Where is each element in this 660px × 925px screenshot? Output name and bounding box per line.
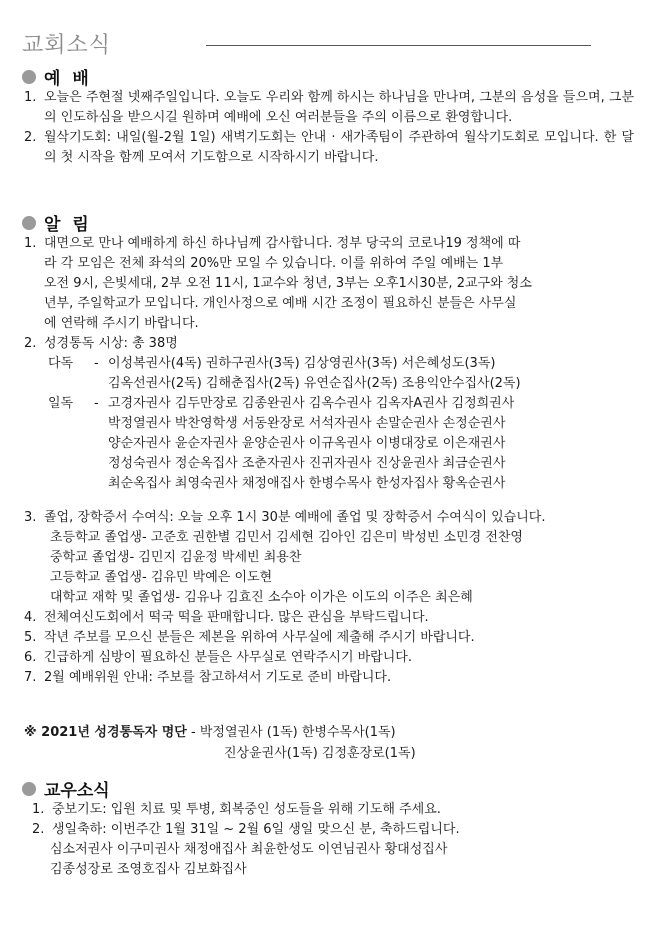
item-number: 1. — [32, 802, 45, 817]
notices-section-title: 알 림 — [44, 215, 92, 235]
item-number: 3. — [24, 510, 37, 525]
name-line: 이성복권사(4독) 권하구권사(3독) 김상영권사(3독) 서은혜성도(3독) — [108, 356, 496, 371]
name-line: 고경자권사 김두만장로 김종완권사 김옥수권사 김옥자A권사 김정희권사 — [108, 396, 515, 411]
item-text: 긴급하게 심방이 필요하신 분들은 사무실로 연락주시기 바랍니다. — [44, 650, 412, 665]
item-number: 2. — [24, 130, 37, 145]
graduates-line: 초등학교 졸업생- 고준호 권한별 김민서 김세현 김아인 김은미 박성빈 소민경 전찬영 — [50, 530, 523, 545]
name-line: 김옥선권사(2독) 김해춘집사(2독) 유연순집사(2독) 조용익안수집사(2독) — [108, 376, 521, 391]
list-item — [24, 234, 634, 334]
worship-section-header — [22, 64, 92, 89]
header-divider — [206, 45, 591, 46]
graduates-line: 고등학교 졸업생- 김유민 박예은 이도현 — [50, 570, 273, 585]
graduates-line: 중학교 졸업생- 김민지 김윤정 박세빈 최용찬 — [50, 550, 302, 565]
item-number: 1. — [24, 236, 37, 251]
list-item — [24, 128, 634, 168]
item-number: 6. — [24, 650, 37, 665]
item-number: 5. — [24, 630, 37, 645]
list-item — [24, 648, 634, 668]
list-item — [24, 628, 634, 648]
honor-names: - 박정열권사 (1독) 한병수목사(1독) — [186, 725, 396, 740]
honor-names: 진상윤권사(1독) 김정훈장로(1독) — [224, 746, 416, 761]
section-bullet-icon — [22, 70, 36, 84]
notices-list — [24, 234, 634, 688]
section-bullet-icon — [22, 782, 36, 796]
item-number: 1. — [24, 90, 37, 105]
item-number: 7. — [24, 670, 37, 685]
item-text-line: 년부, 주일학교가 모입니다. 개인사정으로 예배 시간 조정이 필요하신 분들은 사무실 — [44, 296, 517, 311]
item-number: 4. — [24, 610, 37, 625]
item-text-line: 대면으로 만나 예배하게 하신 하나님께 감사합니다. 정부 당국의 코로나19 정책에 따 — [44, 236, 521, 251]
multi-read-row — [44, 354, 634, 394]
one-read-row — [44, 394, 634, 494]
item-text: 졸업, 장학증서 수여식: 오늘 오후 1시 30분 예배에 졸업 및 장학증서 수여식이 있습니다. — [44, 510, 546, 525]
multi-read-label: 다독 — [48, 356, 74, 371]
honor-label: ※ 2021년 성경통독자 명단 — [24, 725, 187, 740]
parish-section-title: 교우소식 — [44, 781, 110, 801]
list-item — [32, 800, 642, 820]
item-text-line: 에 연락해 주시기 바랍니다. — [44, 316, 199, 331]
graduates-line: 대학교 재학 및 졸업생- 김유나 김효진 소수아 이가은 이도의 이주은 최은혜 — [50, 590, 473, 605]
notices-section-header — [22, 210, 92, 235]
item-text: 2월 예배위원 안내: 주보를 참고하셔서 기도로 준비 바랍니다. — [44, 670, 392, 685]
list-item — [24, 508, 634, 528]
section-bullet-icon — [22, 216, 36, 230]
list-item — [24, 608, 634, 628]
item-text-line: 라 각 모임은 전체 좌석의 20%만 모일 수 있습니다. 이를 위하여 주일 예배는 1부 — [44, 256, 504, 271]
parish-list — [32, 800, 642, 880]
item-number: 2. — [24, 336, 37, 351]
item-text-line: 오전 9시, 은빛세대, 2부 오전 11시, 1교수와 청년, 3부는 오후1시30분, 2교구와 청소 — [44, 276, 532, 291]
bible-reading-honor — [24, 722, 416, 764]
worship-section-title: 예 배 — [44, 69, 92, 89]
item-text: 성경통독 시상: 총 38명 — [44, 336, 178, 351]
name-line: 박정열권사 박찬영학생 서동완장로 서석자권사 손말순권사 손정순권사 — [108, 416, 506, 431]
item-text: 월삭기도회: 내일(월-2월 1일) 새벽기도회는 안내 · 새가족팀이 주관하여 월삭기도회로 모입니다. 한 달의 첫 시작을 함께 모여서 기도함으로 시작하시기 바랍니다. — [44, 130, 634, 165]
list-item — [24, 88, 634, 128]
name-line: 정성숙권사 정순옥집사 조춘자권사 진귀자권사 진상윤권사 최금순권사 — [108, 456, 506, 471]
item-text: 중보기도: 입원 치료 및 투병, 회복중인 성도들을 위해 기도해 주세요. — [52, 802, 441, 817]
item-number: 2. — [32, 822, 45, 837]
birthday-names-line: 심소저권사 이구미권사 채정애집사 최윤한성도 이연님권사 황대성집사 — [50, 842, 448, 857]
page-title: 교회소식 — [22, 33, 112, 58]
list-item — [32, 820, 642, 840]
item-text: 생일축하: 이번주간 1월 31일 ~ 2월 6일 생일 맞으신 분, 축하드립니다. — [52, 822, 460, 837]
dash: - — [94, 396, 99, 411]
item-text: 작년 주보를 모으신 분들은 제본을 위하여 사무실에 제출해 주시기 바랍니다. — [44, 630, 475, 645]
name-line: 최순옥집사 최영숙권사 채정애집사 한병수목사 한성자집사 황옥순권사 — [108, 476, 506, 491]
dash: - — [94, 356, 99, 371]
item-text: 오늘은 주현절 넷째주일입니다. 오늘도 우리와 함께 하시는 하나님을 만나며, 그분의 음성을 들으며, 그분의 인도하심을 받으시길 원하며 예배에 오신 여러분들을 주의 이름으로 환영합니다. — [44, 90, 634, 125]
birthday-names-line: 김종성장로 조영호집사 김보화집사 — [50, 862, 247, 877]
name-line: 양순자권사 윤순자권사 윤양순권사 이규옥권사 이병대장로 이은재권사 — [108, 436, 506, 451]
parish-section-header — [22, 776, 110, 801]
item-text: 전체여신도회에서 떡국 떡을 판매합니다. 많은 관심을 부탁드립니다. — [44, 610, 429, 625]
one-read-label: 일독 — [48, 396, 74, 411]
list-item — [24, 668, 634, 688]
worship-list — [24, 88, 634, 168]
list-item — [24, 334, 634, 494]
